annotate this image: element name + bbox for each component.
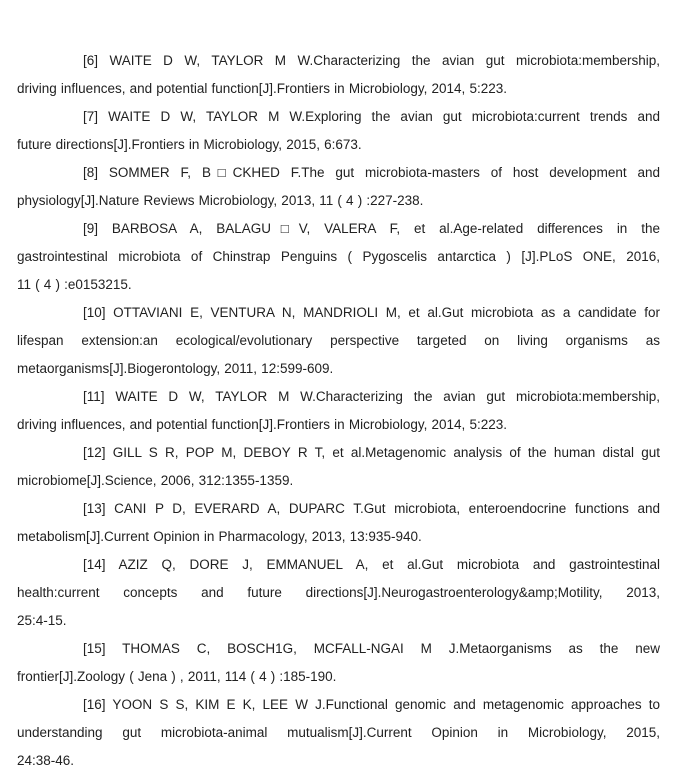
- reference-item: [17, 383, 660, 439]
- reference-line: [6] WAITE D W, TAYLOR M W.Characterizing the avian gut microbiota:membership,: [83, 53, 660, 68]
- reference-line: 24:38-46.: [17, 753, 75, 768]
- reference-line: driving influences, and potential function[J].Frontiers in Microbiology, 2014, 5:223.: [17, 417, 507, 432]
- reference-line: gastrointestinal microbiota of Chinstrap Penguins ( Pygoscelis antarctica ) [J].PLoS ONE, 2016,: [17, 249, 660, 264]
- reference-line: metabolism[J].Current Opinion in Pharmacology, 2013, 13:935-940.: [17, 529, 422, 544]
- references-list: [17, 47, 660, 773]
- reference-line: future directions[J].Frontiers in Microbiology, 2015, 6:673.: [17, 137, 362, 152]
- reference-line: 11 ( 4 ) :e0153215.: [17, 277, 132, 292]
- reference-item: [17, 635, 660, 691]
- reference-item: [17, 159, 660, 215]
- reference-item: [17, 215, 660, 299]
- reference-line: [9] BARBOSA A, BALAGU□V, VALERA F, et al.Age-related differences in the: [83, 221, 660, 236]
- reference-line: [16] YOON S S, KIM E K, LEE W J.Functional genomic and metagenomic approaches to: [83, 697, 660, 712]
- reference-line: [10] OTTAVIANI E, VENTURA N, MANDRIOLI M, et al.Gut microbiota as a candidate for: [83, 305, 660, 320]
- reference-line: [12] GILL S R, POP M, DEBOY R T, et al.Metagenomic analysis of the human distal gut: [83, 445, 660, 460]
- reference-line: microbiome[J].Science, 2006, 312:1355-1359.: [17, 473, 294, 488]
- reference-item: [17, 439, 660, 495]
- reference-line: frontier[J].Zoology ( Jena ) , 2011, 114 ( 4 ) :185-190.: [17, 669, 337, 684]
- reference-item: [17, 691, 660, 773]
- reference-line: [13] CANI P D, EVERARD A, DUPARC T.Gut microbiota, enteroendocrine functions and: [83, 501, 660, 516]
- reference-line: [15] THOMAS C, BOSCH1G, MCFALL-NGAI M J.Metaorganisms as the new: [83, 641, 660, 656]
- reference-item: [17, 299, 660, 383]
- reference-line: metaorganisms[J].Biogerontology, 2011, 12:599-609.: [17, 361, 334, 376]
- reference-line: 25:4-15.: [17, 613, 67, 628]
- reference-item: [17, 103, 660, 159]
- reference-line: physiology[J].Nature Reviews Microbiology, 2013, 11 ( 4 ) :227-238.: [17, 193, 424, 208]
- reference-line: [8] SOMMER F, B□CKHED F.The gut microbiota-masters of host development and: [83, 165, 660, 180]
- reference-item: [17, 551, 660, 635]
- reference-line: health:current concepts and future directions[J].Neurogastroenterology&amp;Motility, 2013,: [17, 585, 660, 600]
- reference-item: [17, 495, 660, 551]
- reference-line: [11] WAITE D W, TAYLOR M W.Characterizing the avian gut microbiota:membership,: [83, 389, 660, 404]
- reference-line: driving influences, and potential function[J].Frontiers in Microbiology, 2014, 5:223.: [17, 81, 507, 96]
- reference-line: lifespan extension:an ecological/evolutionary perspective targeted on living organisms as: [17, 333, 660, 348]
- reference-line: understanding gut microbiota-animal mutualism[J].Current Opinion in Microbiology, 2015,: [17, 725, 660, 740]
- reference-line: [7] WAITE D W, TAYLOR M W.Exploring the avian gut microbiota:current trends and: [83, 109, 660, 124]
- reference-line: [14] AZIZ Q, DORE J, EMMANUEL A, et al.Gut microbiota and gastrointestinal: [83, 557, 660, 572]
- reference-item: [17, 47, 660, 103]
